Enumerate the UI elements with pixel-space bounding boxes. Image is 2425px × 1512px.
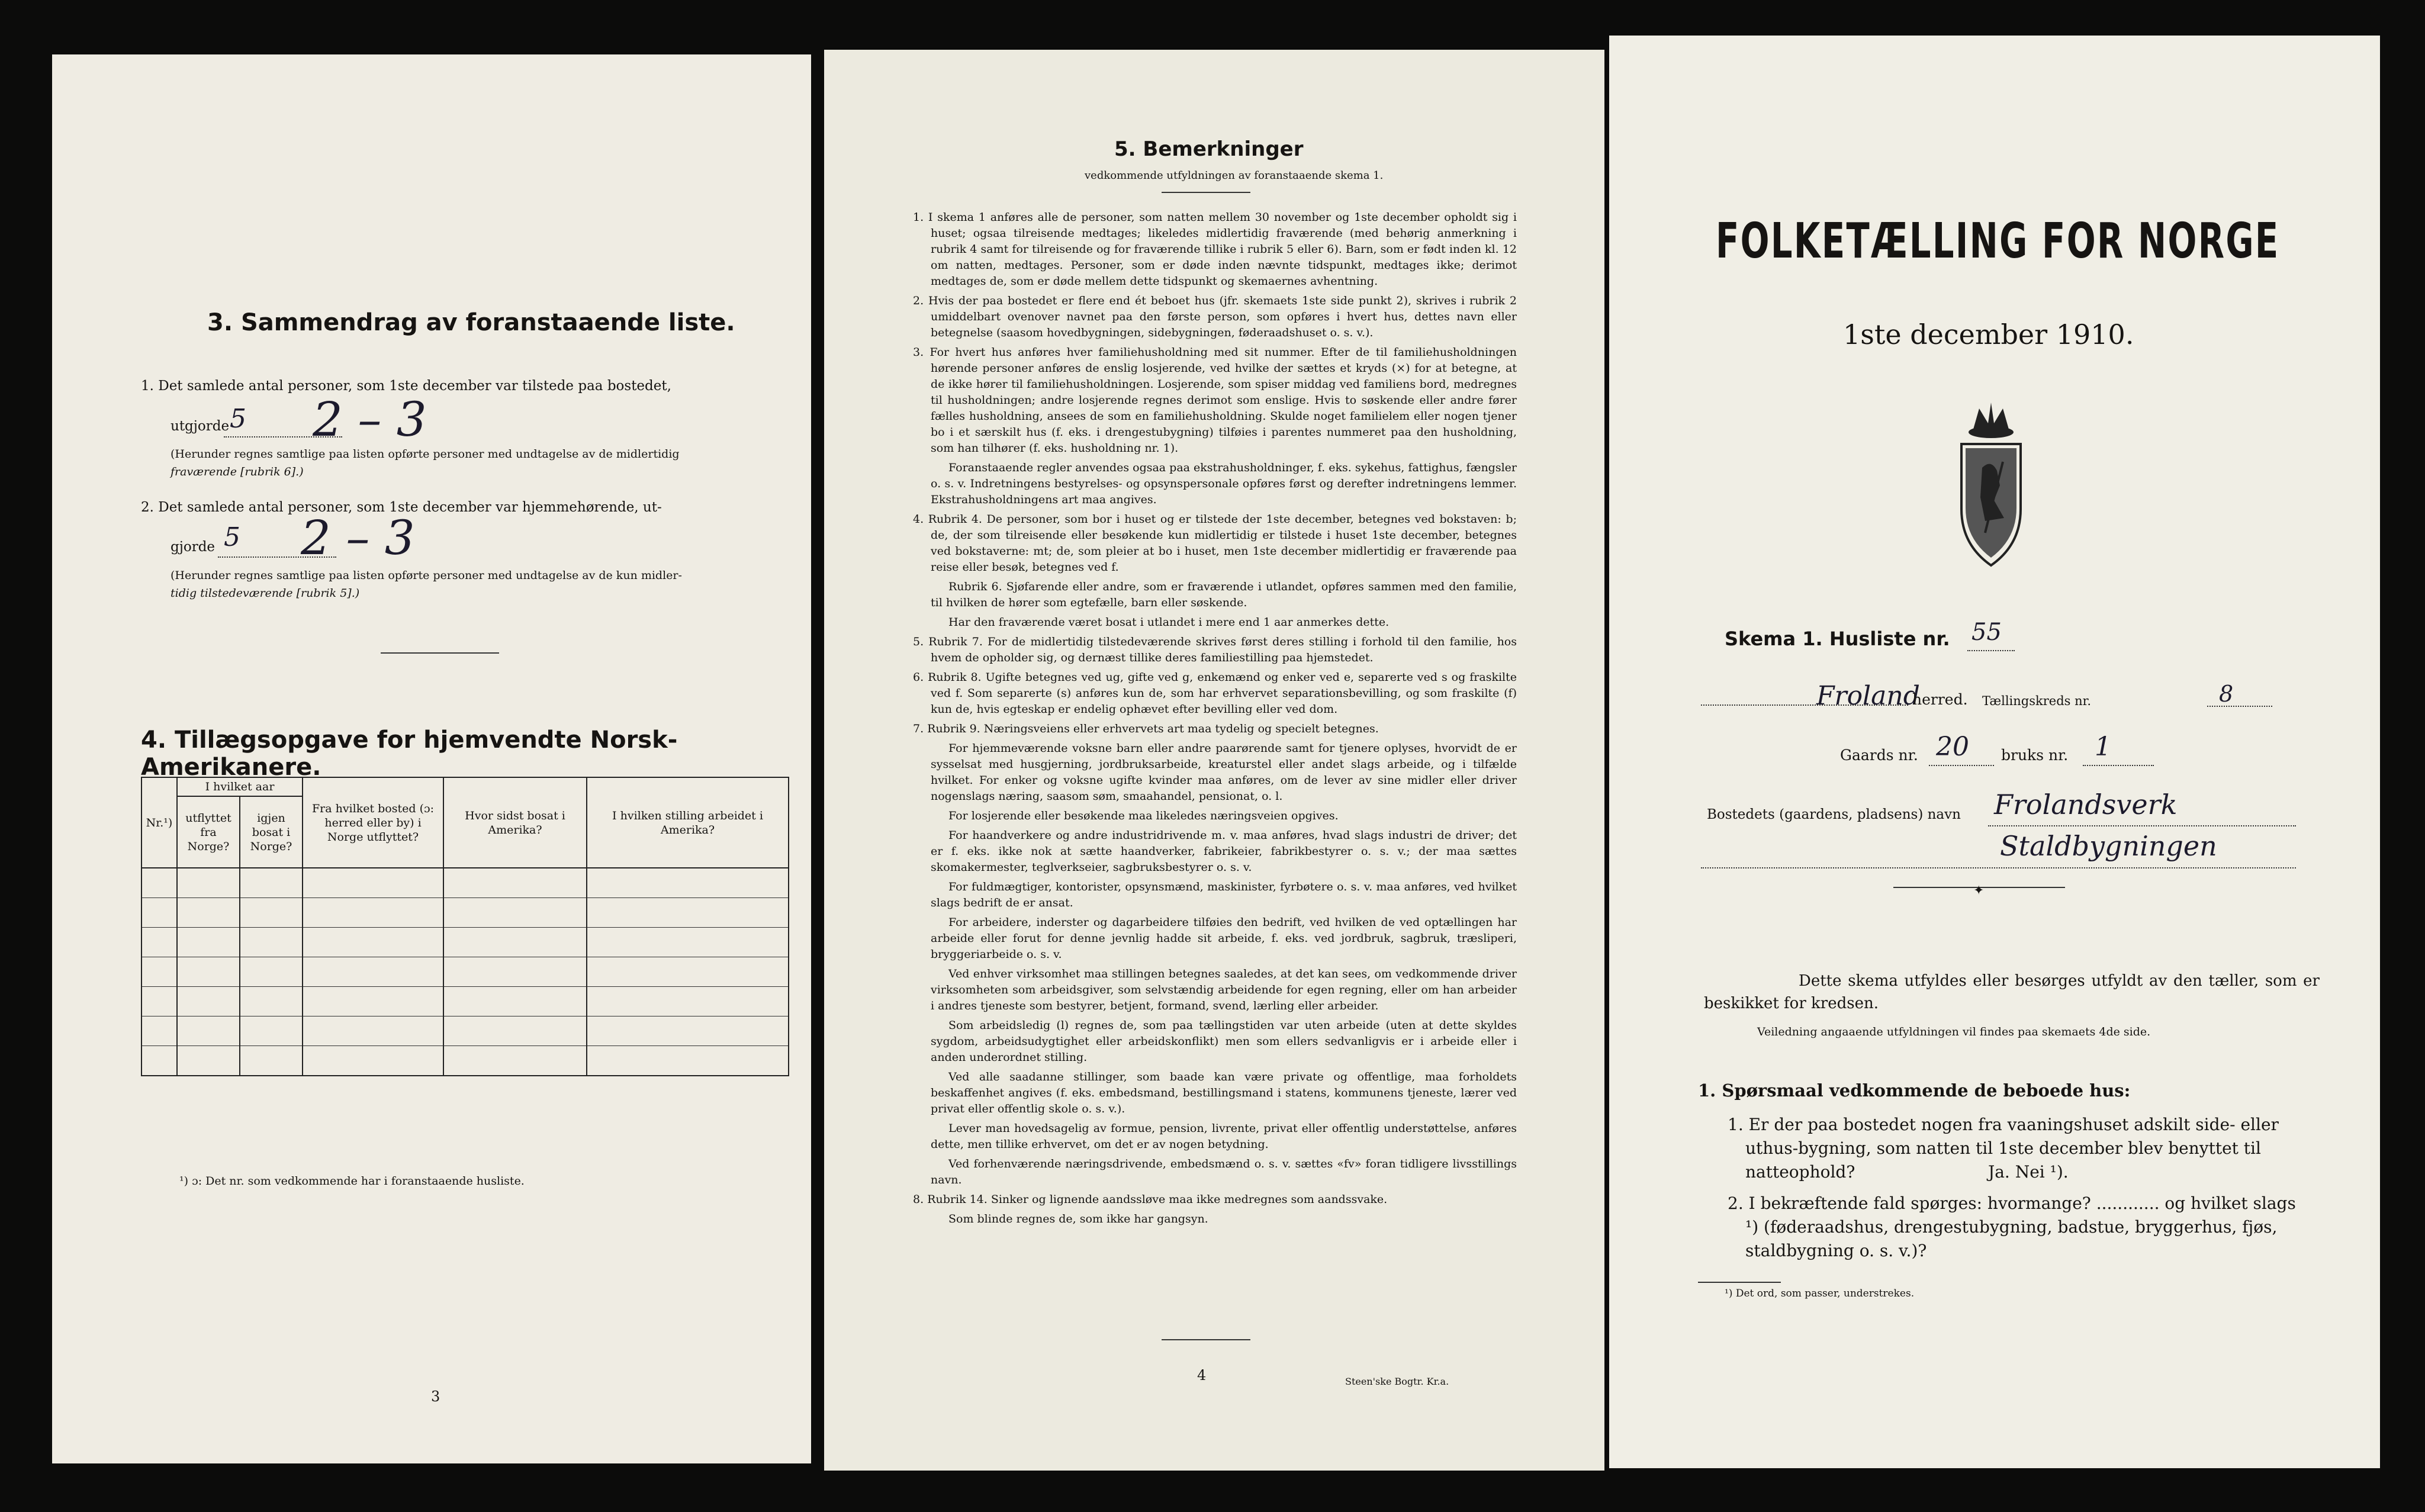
footnote: ¹) Det ord, som passer, understrekes. [1725, 1288, 1915, 1299]
bottom-divider [1162, 1339, 1250, 1340]
gaards-dotline [1929, 765, 1994, 766]
herred-label: herred. [1912, 691, 1968, 708]
remark-5: 5. Rubrik 7. For de midlertidig tilstedeværende skrives først deres stilling i forhold til den familie, hos hvem de opholder sig, og dernæst tillike deres familiestilling paa hjemstedet. [913, 635, 1517, 664]
bruks-value: 1 [2095, 732, 2111, 762]
bruks-label: bruks nr. [2001, 747, 2069, 764]
item1-printed-value: 5 [230, 404, 246, 434]
remark-7-h: Ved alle saadanne stillinger, som baade kan være private og offentlige, maa forholdets beskaffenhet angives (f. eks. embedsmand, bestillingsmand i statens, kommunens tjeneste, lærer ved privat eller offentlig skole o. s. v.). [931, 1070, 1517, 1115]
skema-label: Skema 1. Husliste nr. [1725, 628, 1950, 650]
herred-value: Froland [1816, 681, 1920, 711]
table-row [141, 928, 789, 957]
remark-3-extra: Foranstaaende regler anvendes ogsaa paa ekstrahusholdninger, f. eks. sykehus, fattighus, fængsler o. s. v. Indretningens bestyrelses- og opsynspersonale opføres først og derefter indretningens lemmer. Ekstrahusholdningens art maa angives. [931, 461, 1517, 506]
item2-printed-value: 5 [224, 522, 240, 552]
remark-7-c: For haandverkere og andre industridrivende m. v. maa anføres, hvad slags industri de driver; det er f. eks. ikke nok at sætte haandverker, fabrikeier, fabrikbestyrer o. s. v.; der maa sættes skomakermester, teglverkseier, sagbruksbestyrer o. s. v. [931, 829, 1517, 874]
kreds-label: Tællingskreds nr. [1982, 694, 2092, 708]
question-1: 1. Er der paa bostedet nogen fra vaaningshuset adskilt side- eller uthus-bygning, som natten til 1ste december blev benyttet til natteophold? [1728, 1115, 2279, 1182]
remarks-list [913, 210, 1517, 1231]
remark-1: 1. I skema 1 anføres alle de personer, som natten mellem 30 november og 1ste december opholdt sig i huset; ogsaa tilreisende medtages; likeledes midlertidig fraværende (med behørig anmerkning i rubrik 4 samt for tilreisende og for fraværende tillike i rubrik 5 eller 6). Barn, som er født inden kl. 12 om natten, medtages. Personer, som er døde inden nævnte tidspunkt, medtages ikke; derimot medtages de, som er døde mellem dette tidspunkt og skemaernes avhentning. [913, 211, 1517, 288]
bosted-value-line1: Frolandsverk [1994, 789, 2178, 821]
bosted-dotline-2 [1701, 867, 2296, 868]
item2-handwritten: 2 – 3 [301, 510, 415, 565]
form-title: FOLKETÆLLING FOR NORGE [1716, 213, 2280, 269]
remark-6: 6. Rubrik 8. Ugifte betegnes ved ug, gifte ved g, enkemænd og enker ved e, separerte ved s og fraskilte ved f. Som separerte (s) anføres kun de, som har erhvervet separationsbevilling, og som fraskilte (f) kun de, hvis egteskap er endelig ophævet efter bevilling eller ved dom. [913, 671, 1517, 716]
husliste-dotline [1967, 650, 2015, 651]
title-divider [1162, 192, 1250, 193]
remark-7-i: Lever man hovedsagelig av formue, pension, livrente, privat eller offentlig understøttelse, anføres dette, men tillike erhvervet, om det er av nogen betydning. [931, 1122, 1517, 1151]
remark-7-d: For fuldmægtiger, kontorister, opsynsmænd, maskinister, fyrbøtere o. s. v. maa anføres, ved hvilket slags bedrift de er ansat. [931, 880, 1517, 909]
table-footnote: ¹) ɔ: Det nr. som vedkommende har i foranstaaende husliste. [179, 1175, 525, 1188]
kreds-dotline [2207, 706, 2272, 707]
remark-7-a: For hjemmeværende voksne barn eller andre paarørende samt for tjenere oplyses, hvorvidt de er sysselsat med husgjerning, jordbruksarbeide, kreaturstel eller andet slags arbeide, og i tilfælde hvilket. For enker og voksne ugifte kvinder maa anføres, om de lever av sine midler eller driver nogenslags næring, saasom søm, smaahandel, pensionat, o. l. [931, 742, 1517, 803]
question-2: 2. I bekræftende fald spørges: hvormange? ............ og hvilket slags ¹) (føderaadshus, drengestubygning, badstue, bryggerhus, fjøs, staldbygning o. s. v.)? [1728, 1193, 2296, 1260]
remark-7-e: For arbeidere, inderster og dagarbeidere tilføies den bedrift, ved hvilken de ved optællingen har arbeide eller forut for denne jevnlig hadde sit arbeide, f. eks. ved jordbruk, sagbruk, træsliperi, bryggeriarbeide o. s. v. [931, 916, 1517, 961]
remark-3: 3. For hvert hus anføres hver familiehusholdning med sit nummer. Efter de til familiehusholdningen hørende personer anføres de enslig losjerende, ved hvilke der sættes et kryds (×) for at betegne, at de ikke hører til familiehusholdningen. Losjerende, som spiser middag ved familiens bord, medregnes til husholdningen; andre losjerende regnes derimot som enslige. Hvis to søskende eller andre fører fælles husholdning, ansees de som en familiehusholdning. Skulde noget familielem eller nogen tjener bo i et særskilt hus (f. eks. i drengestubygning) tilføies i parentes nummeret paa den husholdning, som han tilhører (f. eks. husholdning nr. 1). [913, 346, 1517, 455]
item2-note-line1: (Herunder regnes samtlige paa listen opførte personer med undtagelse av de kun midler- [171, 569, 682, 582]
col-header-returned: igjen bosat i Norge? [240, 796, 303, 868]
remark-7-j: Ved forhenværende næringsdrivende, embedsmænd o. s. v. sættes «fv» foran tidligere livsstillings navn. [931, 1157, 1517, 1186]
item1-note-line2: fraværende [rubrik 6].) [171, 465, 304, 478]
page-number: 3 [431, 1388, 440, 1405]
section3-title: 3. Sammendrag av foranstaaende liste. [207, 309, 735, 336]
bosted-dotline-1 [1988, 825, 2296, 826]
col-header-last-place: Hvor sidst bosat i Amerika? [443, 777, 587, 868]
ornament-icon: ✦ [1973, 883, 1985, 898]
item2-note-line2: tidig tilstedeværende [rubrik 5].) [171, 587, 360, 600]
question-1-answer: Ja. Nei ¹). [1988, 1162, 2069, 1182]
table-row [141, 868, 789, 898]
item2-prefix: gjorde [171, 539, 216, 555]
coat-of-arms-emblem [1938, 397, 2044, 574]
item1-prefix: utgjorde [171, 419, 230, 434]
item1-note-line1: (Herunder regnes samtlige paa listen opførte personer med undtagelse av de midlertidig [171, 448, 680, 461]
table-row [141, 898, 789, 928]
remark-4-abroad: Har den fraværende været bosat i utlandet i mere end 1 aar anmerkes dette. [948, 616, 1390, 629]
husliste-number: 55 [1971, 619, 2002, 646]
item2-text: 2. Det samlede antal personer, som 1ste december var hjemmehørende, ut- [141, 500, 662, 515]
remark-2: 2. Hvis der paa bostedet er flere end ét beboet hus (jfr. skemaets 1ste side punkt 2), skrives i rubrik 2 umiddelbart ovenover navnet paa den første person, som opføres i hvert hus, dettes navn eller betegnelse (saasom hovedbygningen, sidebygningen, føderaadshuset o. s. v.). [913, 294, 1517, 339]
remark-7: 7. Rubrik 9. Næringsveiens eller erhvervets art maa tydelig og specielt betegnes. [913, 722, 1379, 735]
col-header-group: I hvilket aar [177, 777, 303, 796]
remarks-subtitle: vedkommende utfyldningen av foranstaaende skema 1. [1085, 169, 1384, 182]
remark-4: 4. Rubrik 4. De personer, som bor i huset og er tilstede der 1ste december, betegnes ved bokstaven: b; de, der som tilreisende eller besøkende kun midlertidig er tilstede i huset 1ste december, betegnes ved bokstaverne: mt; de, som pleier at bo i huset, men 1ste december midlertidig er fraværende paa reise eller besøk, betegnes ved f. [913, 513, 1517, 574]
remark-7-b: For losjerende eller besøkende maa likeledes næringsveien opgives. [948, 809, 1339, 822]
remark-8-blind: Som blinde regnes de, som ikke har gangsyn. [948, 1212, 1208, 1225]
section4-title: 4. Tillægsopgave for hjemvendte Norsk-Amerikanere. [141, 726, 678, 781]
col-header-emigrated: utflyttet fra Norge? [177, 796, 240, 868]
questions-heading: 1. Spørsmaal vedkommende de beboede hus: [1698, 1080, 2131, 1101]
item1-handwritten: 2 – 3 [313, 392, 427, 447]
footnote-divider [1698, 1282, 1781, 1283]
page-number: 4 [1197, 1367, 1207, 1384]
col-header-nr: Nr.¹) [141, 777, 177, 868]
section-divider [381, 652, 499, 654]
table-row [141, 987, 789, 1016]
guidance-text: Veiledning angaaende utfyldningen vil findes paa skemaets 4de side. [1757, 1025, 2151, 1038]
table-row [141, 957, 789, 987]
gaards-label: Gaards nr. [1840, 747, 1918, 764]
remark-7-f: Ved enhver virksomhet maa stillingen betegnes saaledes, at det kan sees, om vedkommende driver virksomheten som arbeidsgiver, som selvstændig arbeidende for egen regning, eller om han arbeider i andres tjeneste som bestyrer, betjent, formand, svend, lærling eller arbeider. [931, 967, 1517, 1012]
bosted-value-line2: Staldbygningen [2000, 830, 2217, 862]
item1-text: 1. Det samlede antal personer, som 1ste december var tilstede paa bostedet, [141, 378, 671, 394]
instruction-text: Dette skema utfyldes eller besørges utfyldt av den tæller, som er beskikket for kredsen. [1704, 972, 2320, 1012]
remarks-title: 5. Bemerkninger [1114, 137, 1304, 161]
table-row [141, 1016, 789, 1046]
norsk-amerikanere-table [141, 777, 789, 1076]
gaards-value: 20 [1936, 732, 1969, 762]
bruks-dotline [2083, 765, 2154, 766]
remark-4-rubrik6: Rubrik 6. Sjøfarende eller andre, som er fraværende i utlandet, opføres sammen med den familie, til hvilken de hører som egtefælle, barn eller søskende. [931, 580, 1517, 609]
kreds-value: 8 [2219, 681, 2234, 707]
remark-7-g: Som arbeidsledig (l) regnes de, som paa tællingstiden var uten arbeide (uten at dette skyldes sygdom, arbeidsudygtighet eller arbeidskonflikt) men som ellers sedvanligvis er i arbeide eller i anden underordnet stilling. [931, 1019, 1517, 1064]
right-page [1609, 36, 2380, 1468]
bosted-label: Bostedets (gaardens, pladsens) navn [1707, 807, 1961, 822]
printer-imprint: Steen'ske Bogtr. Kr.a. [1345, 1376, 1449, 1387]
table-row [141, 1046, 789, 1076]
col-header-occupation: I hvilken stilling arbeidet i Amerika? [587, 777, 789, 868]
left-page [52, 54, 811, 1463]
remark-8: 8. Rubrik 14. Sinker og lignende aandssløve maa ikke medregnes som aandssvake. [913, 1193, 1388, 1206]
middle-page [824, 50, 1604, 1471]
col-header-from-place: Fra hvilket bosted (ɔ: herred eller by) i Norge utflyttet? [303, 777, 443, 868]
form-date: 1ste december 1910. [1843, 319, 2134, 350]
